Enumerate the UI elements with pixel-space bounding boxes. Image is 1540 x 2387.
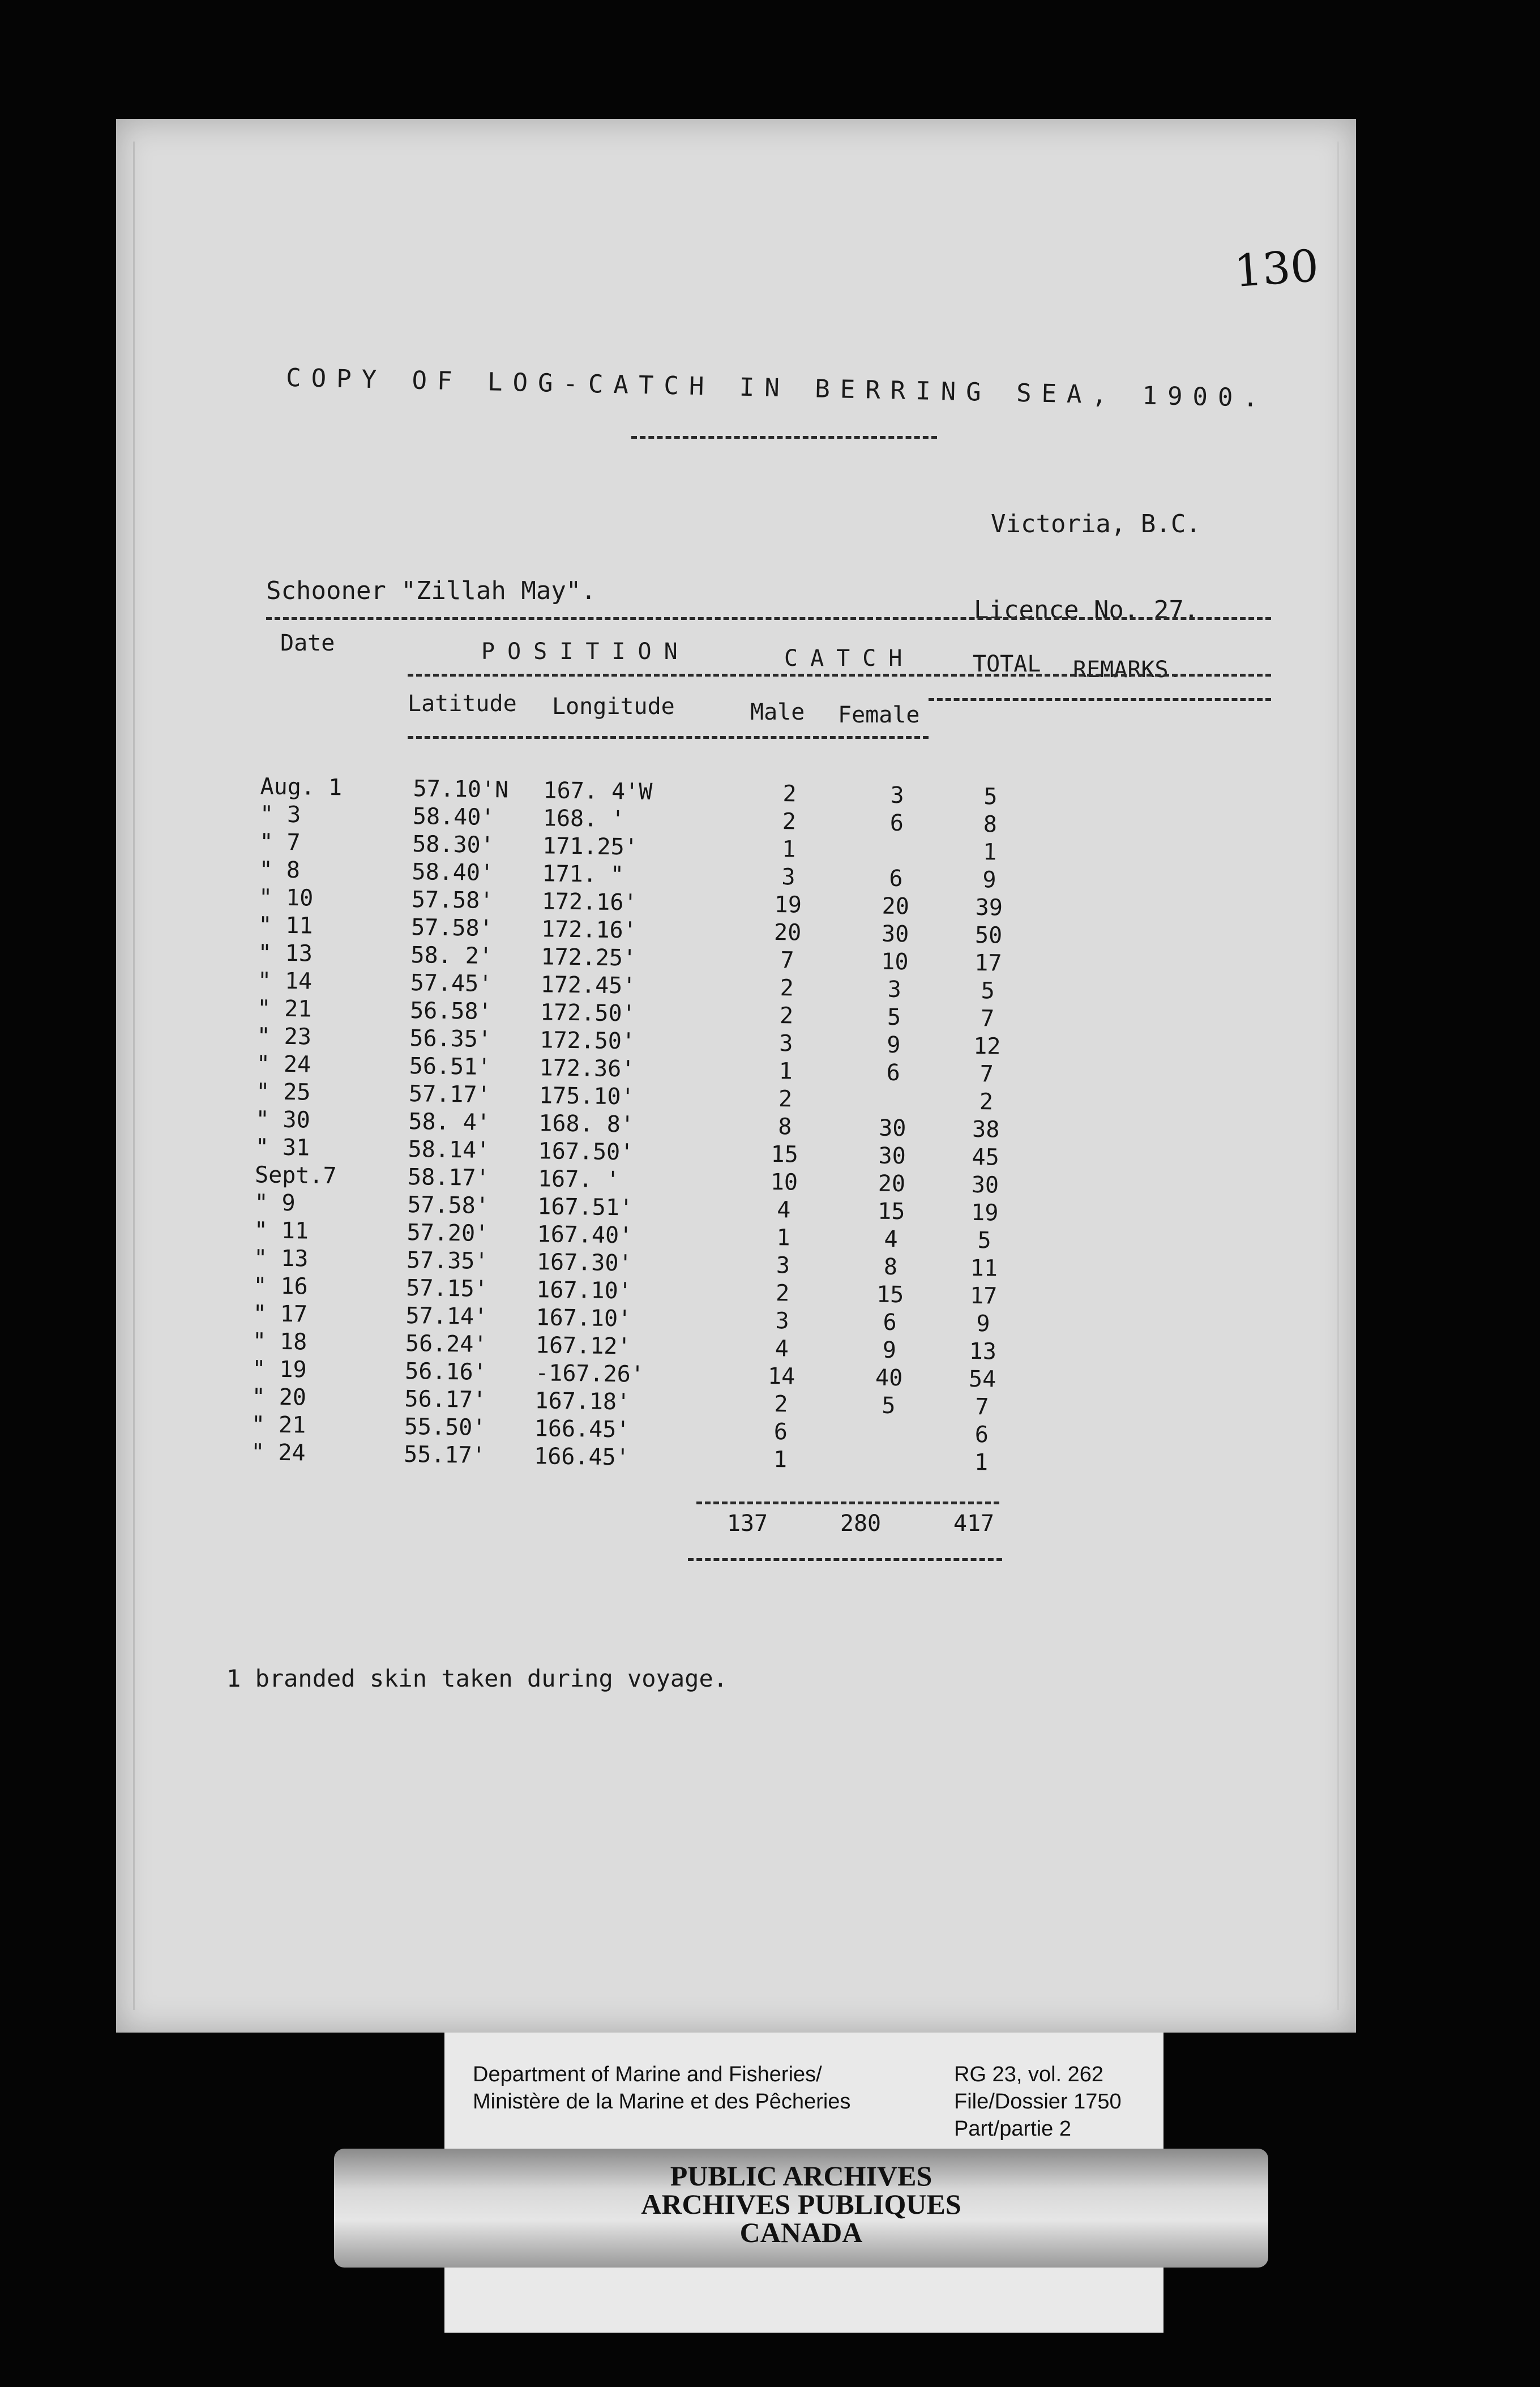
row-longitude: 172.16' [541, 916, 638, 944]
header-remarks: REMARKS. [1073, 657, 1182, 683]
row-total: 1 [982, 839, 997, 866]
row-date: " 16 [253, 1273, 308, 1300]
row-male: 7 [780, 947, 794, 974]
row-latitude: 57.58' [410, 914, 494, 942]
row-date: " 14 [257, 968, 313, 995]
row-date: " 23 [256, 1023, 312, 1050]
row-total: 19 [970, 1199, 999, 1226]
page-title: COPY OF LOG-CATCH IN BERRING SEA, 1900. [285, 363, 1269, 413]
row-female: 6 [883, 1309, 897, 1336]
row-date: " 20 [251, 1384, 307, 1411]
row-total: 39 [975, 894, 1003, 921]
row-longitude: 167.18' [534, 1388, 631, 1415]
row-longitude: 172.45' [540, 972, 636, 999]
header-position: POSITION [481, 639, 690, 665]
row-female [839, 1086, 947, 1116]
row-date: Aug. 1 [260, 773, 343, 801]
row-total: 50 [974, 922, 1003, 949]
row-latitude: 56.51' [409, 1053, 491, 1081]
row-male: 3 [776, 1252, 790, 1279]
banner-line-3: CANADA [739, 2217, 863, 2248]
row-latitude: 58.30' [412, 831, 495, 859]
row-longitude: 168. ' [542, 805, 625, 833]
row-male: 2 [782, 781, 797, 807]
row-latitude: 55.50' [404, 1413, 486, 1441]
row-male: 15 [771, 1141, 799, 1168]
row-male: 3 [781, 864, 795, 891]
row-male: 2 [780, 975, 794, 1002]
row-date: " 25 [255, 1079, 311, 1106]
row-female: 30 [878, 1143, 906, 1170]
catch-log-table [239, 773, 1030, 1477]
row-female: 20 [882, 893, 910, 920]
row-date: " 17 [253, 1301, 308, 1328]
row-female: 30 [881, 921, 909, 948]
row-female: 6 [889, 810, 904, 837]
total-male: 137 [726, 1511, 768, 1537]
page-number: 130 [1233, 240, 1320, 298]
row-female: 30 [878, 1115, 906, 1142]
row-male: 4 [776, 1197, 791, 1224]
row-latitude: 58. 4' [408, 1108, 491, 1136]
row-male: 1 [776, 1225, 790, 1251]
row-date: " 31 [255, 1134, 310, 1161]
row-date: " 24 [250, 1439, 306, 1466]
row-total: 5 [983, 784, 998, 810]
row-latitude: 56.24' [405, 1330, 487, 1358]
row-male: 3 [775, 1308, 789, 1334]
row-total: 1 [974, 1449, 989, 1476]
row-female: 9 [887, 1032, 901, 1059]
row-male: 14 [767, 1363, 795, 1390]
header-rule-middle [408, 674, 1271, 677]
row-male: 2 [774, 1391, 788, 1418]
row-female: 4 [884, 1226, 898, 1253]
header-female: Female [838, 702, 920, 728]
row-date: " 3 [259, 801, 301, 828]
row-male: 2 [782, 808, 797, 835]
row-total: 17 [969, 1282, 998, 1310]
row-longitude: 167. 4'W [543, 777, 653, 805]
totals-rule-top [696, 1502, 999, 1504]
totals-row [691, 1511, 1030, 1537]
row-male: 2 [778, 1086, 793, 1113]
row-male: 2 [779, 1003, 794, 1029]
row-male: 19 [774, 891, 802, 918]
header-date: Date [280, 630, 335, 656]
row-female: 20 [878, 1170, 906, 1197]
row-latitude: 57.58' [407, 1191, 490, 1219]
row-female: 5 [887, 1004, 901, 1031]
row-longitude: 167.50' [538, 1138, 634, 1166]
row-male: 1 [778, 1058, 793, 1085]
row-longitude: 167.12' [535, 1332, 631, 1360]
reference-volume: RG 23, vol. 262 [954, 2063, 1104, 2086]
row-female: 9 [882, 1337, 897, 1364]
row-total: 38 [972, 1116, 1000, 1143]
header-male: Male [750, 699, 805, 725]
total-female: 280 [840, 1511, 882, 1537]
row-total: 5 [977, 1227, 991, 1254]
row-total: 6 [974, 1422, 989, 1448]
row-date: " 13 [258, 940, 313, 967]
row-longitude: 172.50' [540, 999, 636, 1027]
total-all: 417 [953, 1511, 995, 1537]
row-female [834, 1447, 942, 1477]
row-latitude: 57.15' [406, 1274, 489, 1302]
row-longitude: -167.26' [534, 1360, 645, 1388]
row-total: 2 [979, 1089, 994, 1115]
row-female: 3 [887, 976, 902, 1003]
row-total: 17 [974, 949, 1002, 977]
row-total: 5 [981, 978, 995, 1004]
row-female [842, 837, 951, 866]
row-date: " 24 [256, 1051, 311, 1078]
row-total: 54 [968, 1366, 996, 1393]
row-longitude: 167. ' [537, 1166, 620, 1194]
archive-department [473, 2061, 850, 2115]
row-date: " 18 [252, 1328, 307, 1355]
header-rule-right [929, 698, 1271, 701]
row-female: 6 [886, 1059, 901, 1086]
row-male: 2 [775, 1280, 790, 1307]
row-latitude: 57.17' [408, 1080, 491, 1109]
row-longitude: 172.36' [539, 1055, 635, 1083]
header-rule-top [266, 617, 1271, 620]
row-total: 7 [975, 1394, 989, 1421]
archive-banner-text [334, 2162, 1268, 2247]
banner-line-2: ARCHIVES PUBLIQUES [641, 2188, 961, 2220]
licence-number: Licence No. 27. [974, 596, 1199, 624]
header-catch: CATCH [784, 645, 915, 671]
row-male: 3 [779, 1030, 793, 1057]
voyage-note: 1 branded skin taken during voyage. [226, 1665, 728, 1692]
row-latitude: 58.14' [408, 1136, 490, 1163]
row-date: " 11 [258, 912, 313, 939]
row-latitude: 58.40' [412, 803, 495, 831]
department-fr: Ministère de la Marine et des Pêcheries [473, 2090, 851, 2114]
row-date: " 19 [251, 1356, 307, 1383]
row-latitude: 57.35' [406, 1247, 489, 1274]
row-latitude: 56.58' [409, 998, 492, 1025]
row-male: 20 [773, 919, 802, 946]
row-female: 15 [876, 1281, 904, 1308]
row-date: " 7 [259, 829, 301, 856]
header-total: TOTAL [973, 651, 1041, 677]
row-date: " 10 [258, 884, 314, 912]
row-date: Sept.7 [254, 1162, 337, 1190]
row-female: 6 [889, 865, 903, 892]
row-longitude: 175.10' [538, 1083, 635, 1110]
row-total: 9 [976, 1311, 990, 1337]
row-longitude: 167.30' [536, 1249, 632, 1277]
row-longitude: 167.10' [536, 1304, 632, 1332]
row-latitude: 58.40' [412, 859, 494, 887]
row-latitude: 58.17' [407, 1163, 490, 1191]
row-date: " 8 [259, 857, 301, 884]
title-underline [631, 436, 937, 439]
header-rule-bottom [408, 736, 929, 739]
row-total: 12 [973, 1033, 1001, 1060]
row-total: 30 [971, 1171, 999, 1199]
row-total: 9 [982, 867, 996, 893]
row-longitude: 171.25' [542, 833, 639, 861]
row-longitude: 167.10' [536, 1277, 632, 1304]
row-latitude: 57.20' [407, 1219, 489, 1247]
row-latitude: 57.45' [410, 970, 493, 998]
row-latitude: 57.14' [405, 1302, 488, 1330]
row-longitude: 167.51' [537, 1194, 634, 1221]
row-total: 8 [983, 811, 998, 838]
row-date: " 21 [256, 995, 312, 1023]
row-female: 15 [877, 1198, 905, 1225]
row-date: " 13 [253, 1245, 309, 1272]
row-date: " 9 [254, 1190, 296, 1217]
row-male: 1 [781, 836, 796, 863]
row-male: 8 [777, 1114, 792, 1140]
row-latitude: 56.35' [409, 1025, 492, 1053]
row-female: 10 [881, 948, 909, 976]
row-latitude: 57.58' [411, 887, 494, 914]
row-longitude: 168. 8' [538, 1110, 635, 1138]
header-latitude: Latitude [408, 691, 517, 717]
catch-log-rows [239, 773, 1030, 1477]
department-en: Department of Marine and Fisheries/ [473, 2063, 822, 2086]
reference-file: File/Dossier 1750 [954, 2090, 1122, 2114]
banner-line-1: PUBLIC ARCHIVES [670, 2160, 932, 2192]
row-total: 13 [969, 1338, 997, 1365]
row-date: " 11 [254, 1217, 309, 1244]
row-longitude: 171. " [542, 861, 624, 888]
row-longitude: 172.16' [541, 888, 638, 916]
row-date: " 21 [251, 1411, 306, 1439]
row-latitude: 56.17' [404, 1385, 487, 1413]
row-latitude: 57.10'N [413, 776, 509, 803]
row-longitude: 166.45' [534, 1415, 630, 1443]
row-longitude: 172.25' [541, 944, 637, 972]
row-total: 7 [980, 1006, 995, 1032]
row-male: 1 [773, 1447, 788, 1473]
row-female [834, 1419, 942, 1449]
row-male: 6 [773, 1419, 788, 1445]
row-date: " 30 [255, 1106, 311, 1133]
row-female: 5 [882, 1392, 896, 1419]
row-latitude: 55.17' [403, 1441, 486, 1469]
reference-part: Part/partie 2 [954, 2117, 1071, 2141]
row-total: 45 [972, 1144, 1000, 1171]
row-female: 8 [883, 1254, 898, 1281]
archive-reference [954, 2061, 1122, 2142]
place-line: Victoria, B.C. [991, 510, 1201, 538]
schooner-name: Schooner "Zillah May". [266, 576, 596, 605]
totals-rule-bottom [688, 1558, 1002, 1561]
row-latitude: 56.16' [404, 1358, 487, 1385]
row-female: 40 [875, 1364, 903, 1392]
row-longitude: 172.50' [540, 1027, 636, 1055]
header-longitude: Longitude [552, 694, 675, 720]
row-latitude: 58. 2' [410, 942, 493, 970]
row-female: 3 [890, 782, 904, 809]
row-longitude: 166.45' [533, 1443, 630, 1471]
row-longitude: 167.40' [537, 1221, 633, 1249]
row-male: 10 [770, 1169, 798, 1196]
row-total: 11 [970, 1255, 998, 1282]
row-total: 7 [979, 1061, 994, 1088]
row-male: 4 [775, 1336, 789, 1362]
